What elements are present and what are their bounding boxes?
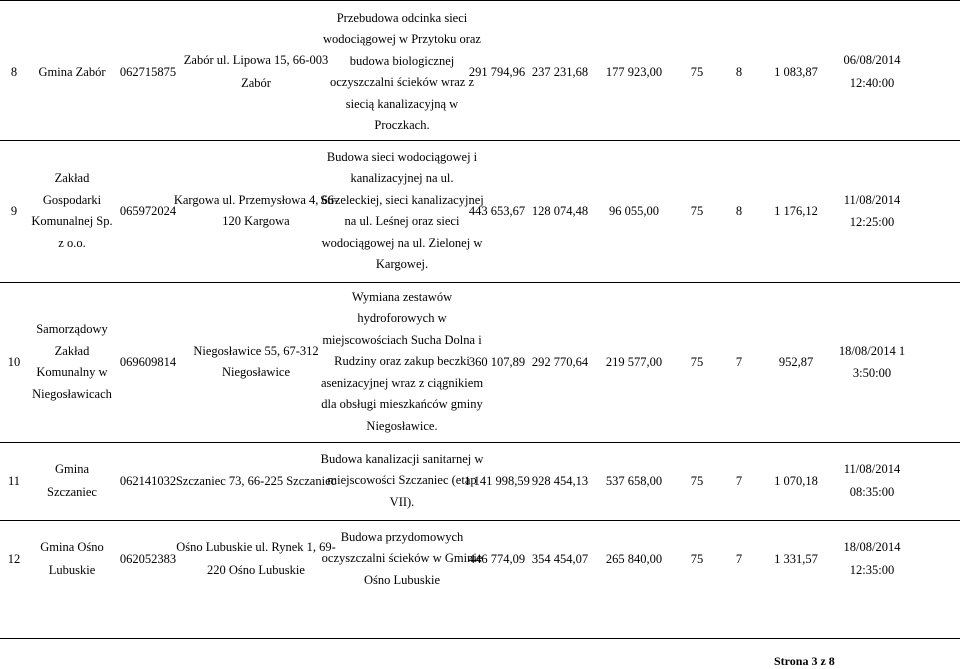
cell-nip: 062052383 bbox=[119, 551, 177, 566]
page-number: Strona 3 z 8 bbox=[774, 654, 835, 668]
cell-eligible-costs: 354 454,07 bbox=[531, 551, 589, 566]
cell-address: Ośno Lubuskie ul. Rynek 1, 69- 220 Ośno Lubuskie bbox=[176, 540, 336, 577]
cell-beneficiary: Gmina Ośno Lubuskie bbox=[40, 540, 104, 577]
cell-eligible-costs: 128 074,48 bbox=[531, 203, 589, 218]
cell-beneficiary: Zakład Gospodarki Komunalnej Sp. z o.o. bbox=[31, 171, 113, 250]
cell-date: 06/08/2014 12:40:00 bbox=[843, 53, 901, 90]
table-bottom-border bbox=[0, 638, 960, 639]
cell-per-inhabitant: 1 083,87 bbox=[774, 64, 818, 79]
cell-number: 12 bbox=[7, 551, 21, 566]
cell-number: 8 bbox=[10, 64, 18, 79]
cell-date: 18/08/2014 1 3:50:00 bbox=[838, 344, 906, 380]
cell-date: 18/08/2014 12:35:00 bbox=[843, 540, 901, 577]
cell-nip: 062141032 bbox=[119, 473, 177, 488]
cell-number: 9 bbox=[10, 203, 18, 218]
cell-beneficiary: Gmina Zabór bbox=[38, 64, 106, 79]
table-top-border bbox=[0, 0, 960, 1]
cell-eligible-costs: 237 231,68 bbox=[531, 64, 589, 79]
cell-address: Niegosławice 55, 67-312 Niegosławice bbox=[193, 343, 319, 379]
cell-number: 10 bbox=[7, 354, 21, 369]
cell-nip: 065972024 bbox=[119, 203, 177, 218]
cell-total-value: 1 141 998,59 bbox=[464, 473, 530, 488]
cell-points: 75 bbox=[690, 354, 704, 369]
cell-eligible-costs: 928 454,13 bbox=[531, 473, 589, 488]
cell-total-value: 446 774,09 bbox=[468, 551, 526, 566]
cell-number: 11 bbox=[7, 473, 21, 488]
cell-per-inhabitant: 1 331,57 bbox=[774, 551, 818, 566]
cell-rank: 8 bbox=[735, 203, 743, 218]
cell-date: 11/08/2014 12:25:00 bbox=[843, 193, 901, 229]
cell-nip: 069609814 bbox=[119, 354, 177, 369]
cell-rank: 8 bbox=[735, 64, 743, 79]
cell-total-value: 443 653,67 bbox=[468, 203, 526, 218]
cell-per-inhabitant: 952,87 bbox=[778, 354, 814, 369]
cell-project-title: Budowa przydomowych oczyszczalni ścieków w Gminie Ośno Lubuskie bbox=[321, 529, 483, 587]
cell-project-title: Budowa sieci wodociągowej i kanalizacyjnej na ul. Strzeleckiej, sieci kanalizacyjnej na ul. Leśnej oraz sieci wodociągowej na ul. Zielonej w Kargowej. bbox=[320, 149, 484, 271]
cell-rank: 7 bbox=[735, 551, 743, 566]
cell-nip: 062715875 bbox=[119, 64, 177, 79]
cell-project-title: Przebudowa odcinka sieci wodociągowej w Przytoku oraz budowa biologicznej oczyszczalni ścieków wraz z siecią kanalizacyjną w Proczkach. bbox=[323, 10, 481, 132]
cell-cofinancing: 96 055,00 bbox=[609, 203, 659, 218]
cell-rank: 7 bbox=[735, 354, 743, 369]
cell-date: 11/08/2014 08:35:00 bbox=[843, 462, 901, 499]
cell-per-inhabitant: 1 176,12 bbox=[774, 203, 818, 218]
cell-points: 75 bbox=[690, 64, 704, 79]
cell-points: 75 bbox=[690, 473, 704, 488]
cell-cofinancing: 537 658,00 bbox=[605, 473, 663, 488]
cell-project-title: Wymiana zestawów hydroforowych w miejscowościach Sucha Dolna i Rudziny oraz zakup beczki asenizacyjnej wraz z ciągnikiem dla obsługi mieszkańców gminy Niegosławice. bbox=[320, 289, 484, 433]
cell-address: Zabór ul. Lipowa 15, 66-003 Zabór bbox=[183, 53, 329, 90]
cell-per-inhabitant: 1 070,18 bbox=[774, 473, 818, 488]
cell-address: Kargowa ul. Przemysłowa 4, 66- 120 Kargowa bbox=[173, 192, 339, 228]
cell-points: 75 bbox=[690, 203, 704, 218]
cell-points: 75 bbox=[690, 551, 704, 566]
cell-rank: 7 bbox=[735, 473, 743, 488]
cell-total-value: 360 107,89 bbox=[468, 354, 526, 369]
cell-address: Szczaniec 73, 66-225 Szczaniec bbox=[175, 473, 337, 488]
cell-cofinancing: 177 923,00 bbox=[605, 64, 663, 79]
cell-cofinancing: 265 840,00 bbox=[605, 551, 663, 566]
cell-total-value: 291 794,96 bbox=[468, 64, 526, 79]
cell-beneficiary: Gmina Szczaniec bbox=[47, 462, 97, 499]
cell-eligible-costs: 292 770,64 bbox=[531, 354, 589, 369]
cell-cofinancing: 219 577,00 bbox=[605, 354, 663, 369]
cell-project-title: Budowa kanalizacji sanitarnej w miejscowości Szczaniec (etap VII). bbox=[320, 451, 484, 509]
cell-beneficiary: Samorządowy Zakład Komunalny w Niegosławicach bbox=[32, 322, 112, 401]
